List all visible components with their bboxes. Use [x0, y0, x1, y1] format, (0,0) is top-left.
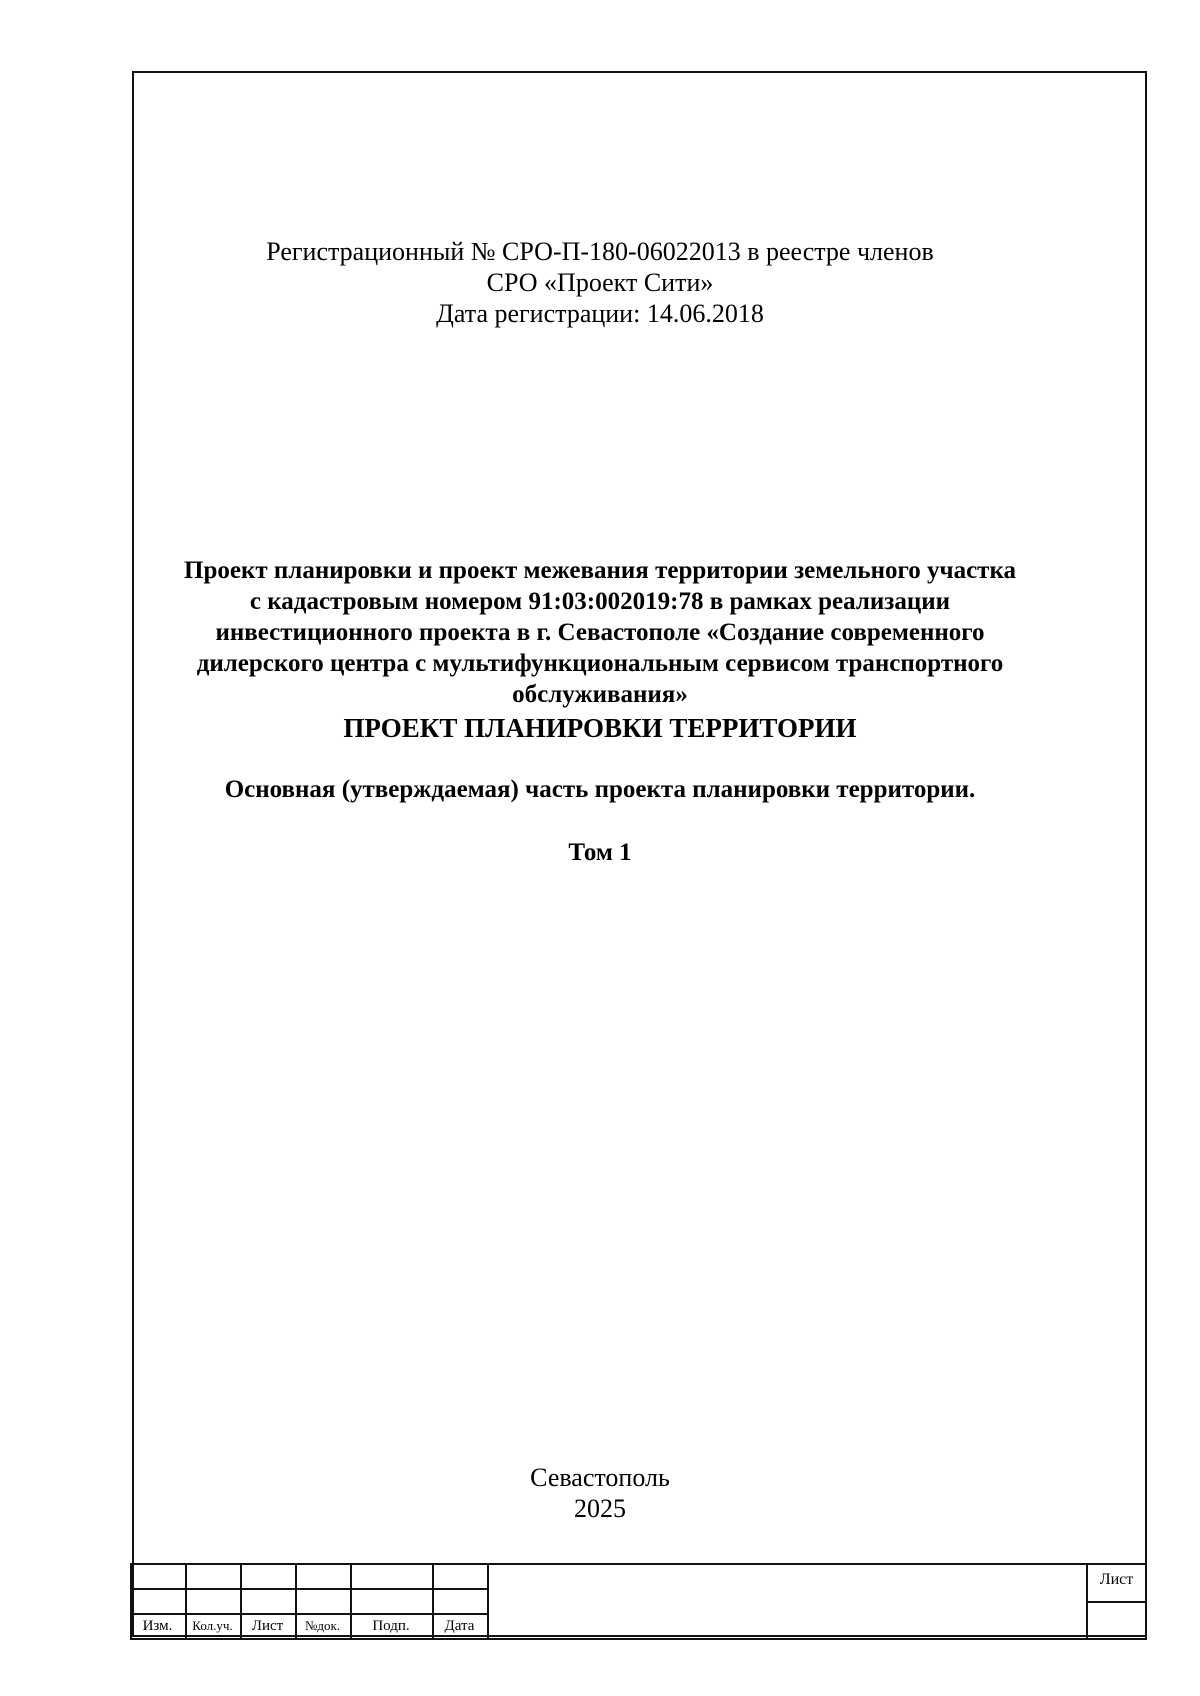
- registration-number: Регистрационный № СРО-П-180-06022013 в реестре членов: [266, 237, 934, 266]
- section-subheading: Основная (утверждаемая) часть проекта планировки территории.: [224, 776, 976, 803]
- section-heading: ПРОЕКТ ПЛАНИРОВКИ ТЕРРИТОРИИ: [343, 713, 857, 743]
- title-line: Проект планировки и проект межевания территории земельного участка: [184, 557, 1016, 584]
- title-line: с кадастровым номером 91:03:002019:78 в рамках реализации: [249, 588, 951, 615]
- stamp-col-data: Дата: [444, 1618, 475, 1634]
- registration-date: Дата регистрации: 14.06.2018: [436, 299, 764, 328]
- year: 2025: [574, 1494, 626, 1523]
- title-line: дилерского центра с мультифункциональным сервисом транспортного: [196, 650, 1004, 677]
- stamp-col-izm: Изм.: [142, 1618, 173, 1634]
- city: Севастополь: [530, 1463, 670, 1492]
- title-block: [130, 1563, 1147, 1639]
- stamp-top-line: [130, 1563, 1147, 1565]
- sheet-label: Лист: [1099, 1571, 1134, 1588]
- sheet-cell-divider: [1086, 1601, 1147, 1603]
- volume-label: Том 1: [568, 839, 632, 866]
- registration-block: [0, 236, 1200, 329]
- sro-name: СРО «Проект Сити»: [486, 268, 714, 297]
- stamp-bottom-line: [130, 1638, 1147, 1640]
- title-line: инвестиционного проекта в г. Севастополе «Создание современного: [215, 619, 985, 646]
- footer-block: [0, 1462, 1200, 1524]
- stamp-col-kol-uch: Кол.уч.: [192, 1618, 233, 1633]
- title-line: обслуживания»: [512, 681, 688, 708]
- stamp-col-list: Лист: [251, 1618, 284, 1634]
- stamp-vline: [487, 1563, 489, 1639]
- stamp-col-podp: Подп.: [372, 1618, 410, 1634]
- project-title: [0, 555, 1200, 710]
- stamp-col-ndok: №док.: [304, 1618, 341, 1633]
